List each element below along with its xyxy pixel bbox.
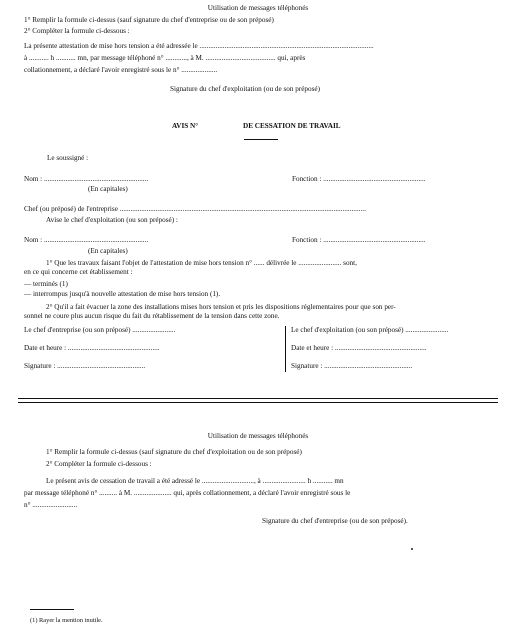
avis-title: DE CESSATION DE TRAVAIL xyxy=(243,122,341,130)
bottom-paragraph-line1: Le présent avis de cessation de travail a été adressé le ............................., à ........................ h ........... mn xyxy=(46,477,344,485)
right-chef-exploitation: Le chef d'exploitation (ou son préposé) ........................ xyxy=(291,326,449,334)
clause2-line1: 2° Qu'il a fait évacuer la zone des installations mises hors tension et pris les dispositions réglementaires pour que son per- xyxy=(46,303,396,311)
fonction-field-2: Fonction : ......................................................... xyxy=(292,236,426,244)
separator-rule-top xyxy=(18,398,498,399)
option-termines: — terminés (1) xyxy=(24,280,68,288)
left-date-heure: Date et heure : ................................................... xyxy=(24,344,160,352)
fonction-field-1: Fonction : ......................................................... xyxy=(292,175,426,183)
footnote-rule xyxy=(30,609,74,610)
top-paragraph-line1: La présente attestation de mise hors tension a été adressée le ................................................................................................. xyxy=(24,42,374,50)
separator-rule-bottom xyxy=(18,402,498,403)
en-capitales-note-2: (En capitales) xyxy=(88,247,128,255)
right-date-heure: Date et heure : ................................................... xyxy=(291,344,427,352)
right-signature: Signature : ................................................. xyxy=(291,362,413,370)
title-underline xyxy=(244,139,278,140)
bottom-title: Utilisation de messages téléphonés xyxy=(207,432,309,440)
option-interrompus: — interrompus jusqu'à nouvelle attestation de mise hors tension (1). xyxy=(24,290,221,298)
clause1-line2: en ce qui concerne cet établissement : xyxy=(24,268,133,276)
bottom-step2: 2° Compléter la formule ci-dessous : xyxy=(46,460,152,468)
bottom-step1: 1° Remplir la formule ci-dessus (sauf signature du chef d'exploitation ou de son préposé) xyxy=(46,448,302,456)
left-signature: Signature : ................................................. xyxy=(24,362,146,370)
avise-label: Avise le chef d'exploitation (ou son préposé) : xyxy=(46,216,178,224)
bottom-signature: Signature du chef d'entreprise (ou de son préposé). xyxy=(262,517,408,525)
scan-speck xyxy=(411,548,413,550)
top-step1: 1° Remplir la formule ci-dessus (sauf signature du chef d'entreprise ou de son préposé) xyxy=(24,16,274,24)
avis-title-number: AVIS N° xyxy=(172,122,199,130)
bottom-paragraph-line3: n° ......................... xyxy=(24,501,78,509)
clause1-line1: 1° Que les travaux faisant l'objet de l'attestation de mise hors tension n° ...... délivrée le ........................ sont, xyxy=(46,259,357,267)
bottom-paragraph-line2: par message téléphoné n° .......... à M. ..................... qui, après collationnement, a déclaré l'avoir enregistré sous le xyxy=(24,489,351,497)
top-signature: Signature du chef d'exploitation (ou de son préposé) xyxy=(170,85,320,93)
left-chef-entreprise: Le chef d'entreprise (ou son préposé) ........................ xyxy=(24,326,176,334)
nom-field-1: Nom : .......................................................... xyxy=(24,175,149,183)
top-title: Utilisation de messages téléphonés xyxy=(207,4,309,12)
top-paragraph-line3: collationnement, a déclaré l'avoir enregistré sous le n° .................... xyxy=(24,66,218,74)
en-capitales-note-1: (En capitales) xyxy=(88,185,128,193)
footnote: (1) Rayer la mention inutile. xyxy=(30,617,103,624)
top-step2: 2° Compléter la formule ci-dessous : xyxy=(24,27,130,35)
soussigne-label: Le soussigné : xyxy=(47,154,89,162)
nom-field-2: Nom : .......................................................... xyxy=(24,236,149,244)
chef-entreprise-field: Chef (ou préposé) de l'entreprise ......................................................................................................................................... xyxy=(24,205,366,213)
top-paragraph-line2: à ........... h ........... mn, par message téléphoné n° ............, à M. ....................................... qui, après xyxy=(24,54,306,62)
clause2-line2: sonnel ne coure plus aucun risque du fait du rétablissement de la tension dans cette zone. xyxy=(24,312,280,320)
column-divider xyxy=(285,326,286,372)
